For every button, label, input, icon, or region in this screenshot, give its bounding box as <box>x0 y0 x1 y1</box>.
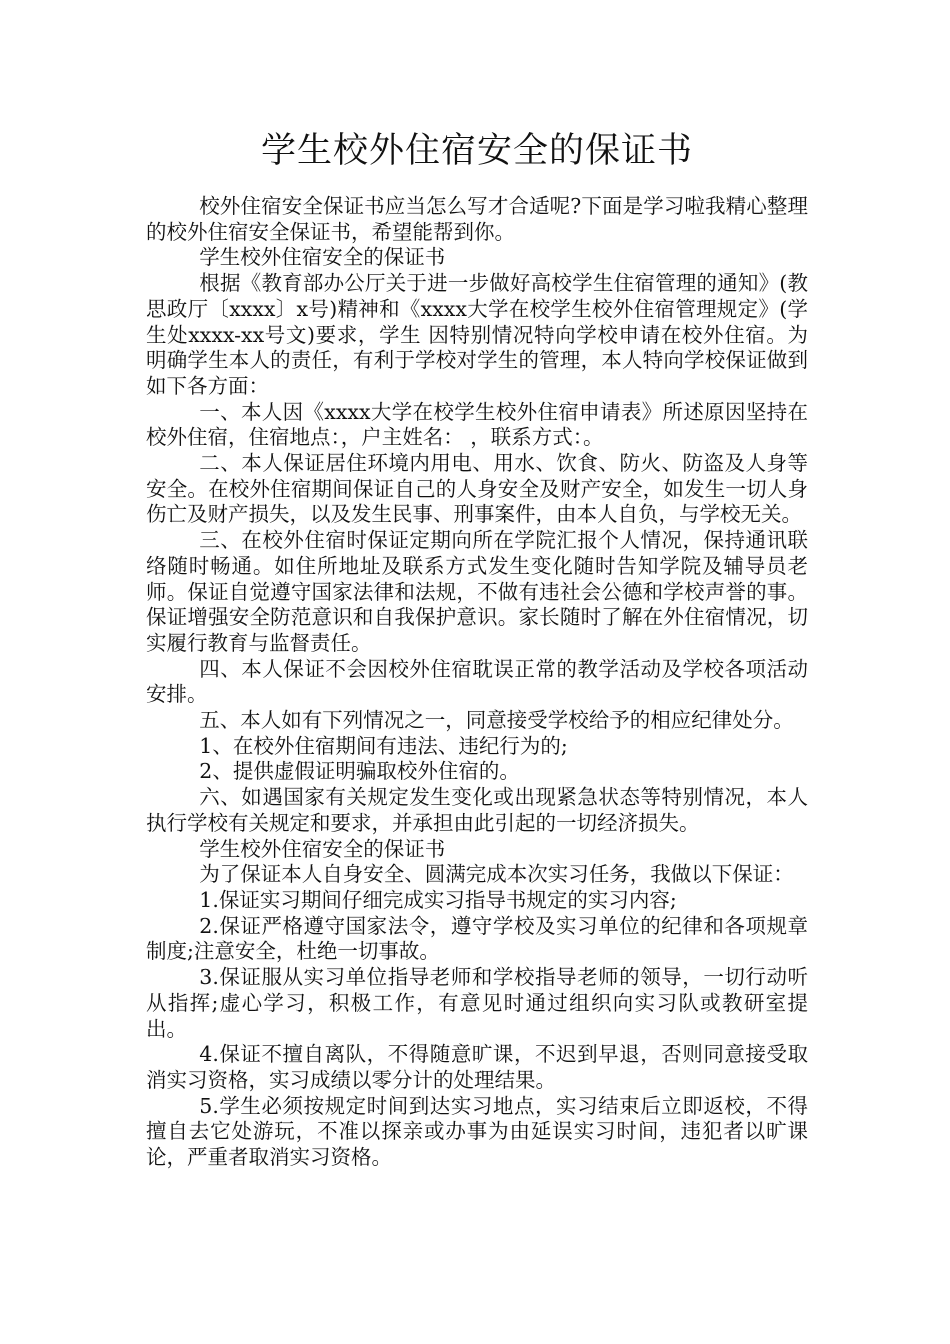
document-title: 学生校外住宿安全的保证书 <box>260 131 693 171</box>
clause-5: 五、本人如有下列情况之一，同意接受学校给予的相应纪律处分。 <box>199 708 794 733</box>
paragraph-preamble: 根据《教育部办公厅关于进一步做好高校学生住宿管理的通知》(教思政厅〔xxxx〕x号)精神和《xxxx大学在校学生校外住宿管理规定》(学生处xxxx-xx号文)要求，学生 因特别情况特向学校申请在校外住宿。为明确学生本人的责任，有利于学校对学生的管理，本人特向学校保证做到如下各方面： <box>146 271 808 398</box>
clause-5-item-2: 2、提供虚假证明骗取校外住宿的。 <box>199 759 520 784</box>
section-heading-1: 学生校外住宿安全的保证书 <box>199 245 446 270</box>
paragraph-intro: 校外住宿安全保证书应当怎么写才合适呢?下面是学习啦我精心整理的校外住宿安全保证书，希望能帮到你。 <box>146 194 808 244</box>
paragraph-internship-intro: 为了保证本人自身安全、圆满完成本次实习任务，我做以下保证： <box>199 862 794 887</box>
clause-4: 四、本人保证不会因校外住宿耽误正常的教学活动及学校各项活动安排。 <box>146 656 808 707</box>
internship-item-5: 5.学生必须按规定时间到达实习地点，实习结束后立即返校，不得擅自去它处游玩，不准以探亲或办事为由延误实习时间，违犯者以旷课论，严重者取消实习资格。 <box>146 1093 808 1170</box>
document-body <box>146 194 808 1171</box>
clause-5-item-1: 1、在校外住宿期间有违法、违纪行为的; <box>199 733 568 758</box>
internship-item-4: 4.保证不擅自离队，不得随意旷课，不迟到早退，否则同意接受取消实习资格，实习成绩以零分计的处理结果。 <box>146 1042 808 1092</box>
section-heading-2: 学生校外住宿安全的保证书 <box>199 836 446 861</box>
clause-6: 六、如遇国家有关规定发生变化或出现紧急状态等特别情况，本人执行学校有关规定和要求，并承担由此引起的一切经济损失。 <box>146 785 808 835</box>
internship-item-3: 3.保证服从实习单位指导老师和学校指导老师的领导，一切行动听从指挥;虚心学习，积极工作，有意见时通过组织向实习队或教研室提出。 <box>146 965 808 1041</box>
internship-item-2: 2.保证严格遵守国家法令，遵守学校及实习单位的纪律和各项规章制度;注意安全，杜绝一切事故。 <box>146 913 808 964</box>
clause-2: 二、本人保证居住环境内用电、用水、饮食、防火、防盗及人身等安全。在校外住宿期间保证自己的人身安全及财产安全，如发生一切人身伤亡及财产损失，以及发生民事、刑事案件，由本人自负，与学校无关。 <box>146 451 808 527</box>
clause-1: 一、本人因《xxxx大学在校学生校外住宿申请表》所述原因坚持在校外住宿，住宿地点：，户主姓名： ，联系方式：。 <box>146 399 808 450</box>
internship-item-1: 1.保证实习期间仔细完成实习指导书规定的实习内容; <box>199 887 677 912</box>
clause-3: 三、在校外住宿时保证定期向所在学院汇报个人情况，保持通讯联络随时畅通。如住所地址及联系方式发生变化随时告知学院及辅导员老师。保证自觉遵守国家法律和法规，不做有违社会公德和学校声誉的事。保证增强安全防范意识和自我保护意识。家长随时了解在外住宿情况，切实履行教育与监督责任。 <box>146 528 808 655</box>
